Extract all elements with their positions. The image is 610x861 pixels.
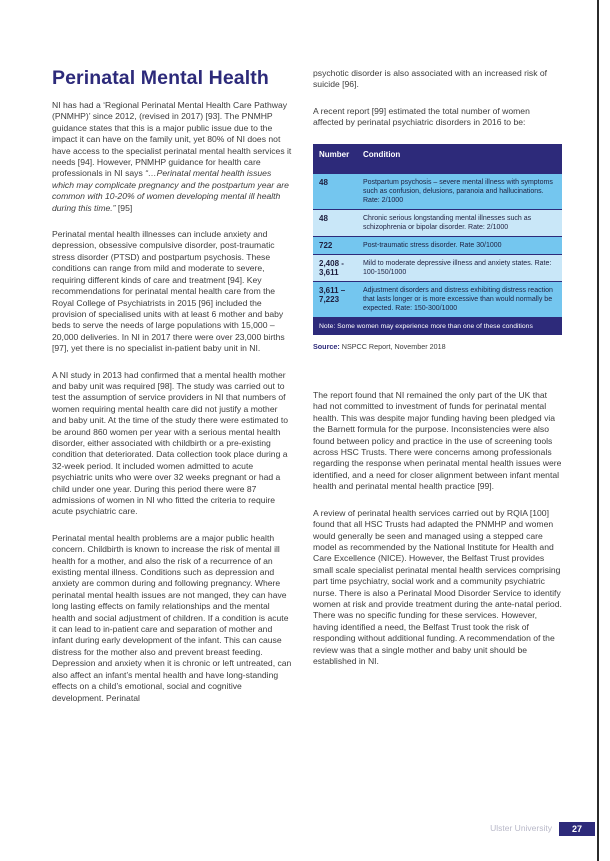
table-row	[313, 281, 562, 317]
row-condition: Chronic serious longstanding mental illnesses such as schizophrenia or bipolar disorder. Rate: 2/1000	[357, 209, 562, 236]
page-title: Perinatal Mental Health	[52, 67, 269, 89]
quote-reference: [95]	[115, 202, 133, 213]
paragraph-suicide-risk: psychotic disorder is also associated with an increased risk of suicide [96].	[313, 68, 548, 90]
source-label: Source:	[313, 341, 340, 351]
disorders-table	[313, 144, 562, 335]
paragraph-public-health: Perinatal mental health problems are a major public health concern. Childbirth is known to increase the risk of mental ill health for a mother, and also the risk of a recurrence of an existing mental illness. Conditions such as depression and anxiety are common during and following pregnancy. Where perinatal mental health issues are not manged, they can have long lasting effects on family relationships and the mental health and social adjustment of children. If a condition is acute it can lead to in-patient care and separation of mother and infant during early development of the infant. This can cause distress for the mother also and prevent breast feeding. Depression and anxiety when it is chronic or left untreated, can also affect an infant’s mental health and have long-standing effects on a child’s emotional, social and cognitive development. Perinatal	[52, 532, 292, 703]
table-header-row	[313, 144, 562, 174]
row-condition: Postpartum psychosis – severe mental illness with symptoms such as confusion, delusions, paranoia and hallucinations. Rate: 2/1000	[357, 173, 562, 209]
paragraph-rqia-review: A review of perinatal health services carried out by RQIA [100] found that all HSC Trusts had adapted the PNMHP and women would generally be seen and managed using a stepped care model as recommended by the National Institute for Health and Care Excellence (NICE). However, the Belfast Trust provides small scale specialist perinatal mental health services comprising part time psychiatry, social work and a community psychiatric nurse. There is also a Perinatal Mood Disorder Service to identify women at risk and provide treatment during the ante-natal period. There was no specific funding for these services. However, having identified a need, the Belfast Trust took the risk of responding without additional funding. A recommendation of the review was that a single mother and baby unit should be established in NI.	[313, 507, 562, 666]
footer-publisher: Ulster University	[490, 823, 552, 833]
page-number: 27	[559, 822, 595, 836]
paragraph-report-findings: The report found that NI remained the only part of the UK that had not committed to investment of funds for perinatal mental health. This was despite major funding having been pledged via the Barnett formula for the purpose. Inconsistencies were also found between policy and practice in the use of screening tools across HSC Trusts. There were concerns among professionals regarding the response when perinatal mental health issues were identified, and a need for closer alignment between infant mental health and perinatal mental health practice [99].	[313, 390, 562, 492]
row-condition: Post-traumatic stress disorder. Rate 30/1000	[357, 236, 562, 254]
table-row	[313, 209, 562, 236]
row-condition: Adjustment disorders and distress exhibiting distress reaction that lasts longer or is more excessive than would normally be expected. Rate: 150-300/1000	[357, 281, 562, 317]
row-condition: Mild to moderate depressive illness and anxiety states. Rate: 100-150/1000	[357, 254, 562, 281]
table-row	[313, 254, 562, 281]
row-number: 2,408 - 3,611	[313, 254, 357, 281]
row-number: 3,611 – 7,223	[313, 281, 357, 317]
table-note: Note: Some women may experience more than one of these conditions	[313, 317, 562, 335]
paragraph-pathway	[52, 100, 294, 214]
header-number: Number	[313, 144, 357, 174]
page-footer	[0, 822, 597, 836]
page-edge-rule	[597, 0, 599, 861]
source-text: NSPCC Report, November 2018	[339, 341, 446, 351]
table-note-row	[313, 317, 562, 335]
paragraph-illnesses: Perinatal mental health illnesses can include anxiety and depression, obsessive compulsive disorder, post-traumatic stress disorder (PTSD) and postpartum psychosis. These conditions can range from mild and moderate to severe, requiring different kinds of care and treatment [94]. Key recommendations for perinatal mental health care from the Royal College of Psychiatrists in 2015 [96] included the provision of specialised units with at least 6 mother and baby beds to serve the needs of large populations with 15,000 – 20,000 deliveries. In NI in 2017 there were over 23,000 births [97], yet there is no specialist in-patient baby unit in NI.	[52, 229, 285, 354]
header-condition: Condition	[357, 144, 562, 174]
guidance-quote: “…Perinatal mental health issues which may complicate pregnancy and the postpartum year are common with 10-20% of women developing mental ill health during this time.”	[52, 168, 289, 213]
paragraph-report-intro: A recent report [99] estimated the total number of women affected by perinatal psychiatric disorders in 2016 to be:	[313, 105, 530, 128]
paragraph-pathway-text: NI has had a ‘Regional Perinatal Mental Health Care Pathway (PNMHP)’ since 2012, (revised in 2017) [93]. The PNMHP guidance states that this is a major public issue due to the impact it can have on the family unit, yet 80% of NI does not have access to the specialist perinatal mental health services it needs [94]. However, PNMHP guidance for health care professionals in NI says	[52, 100, 292, 179]
table-source	[313, 341, 562, 352]
row-number: 48	[313, 173, 357, 209]
row-number: 48	[313, 209, 357, 236]
paragraph-ni-study: A NI study in 2013 had confirmed that a mental health mother and baby unit was required [98]. The study was carried out to test the assumption of service providers in NI that numbers of women requiring mental health care did not justify a mother and baby unit. At the time of the study there were estimated to be around 860 women per year with a serious mental health disorder, either associated with childbirth or a pre-existing condition that deteriorated. Data collection took place during a 32-week period. It included women admitted to acute psychiatric units who were over 32 weeks pregnant or had a child under one year. During this period there were 87 admissions of women in NI who fitted the criteria to require acute psychiatric care.	[52, 369, 288, 517]
left-column	[52, 66, 294, 719]
row-number: 722	[313, 236, 357, 254]
table-row	[313, 173, 562, 209]
table-row	[313, 236, 562, 254]
right-column	[313, 68, 562, 682]
